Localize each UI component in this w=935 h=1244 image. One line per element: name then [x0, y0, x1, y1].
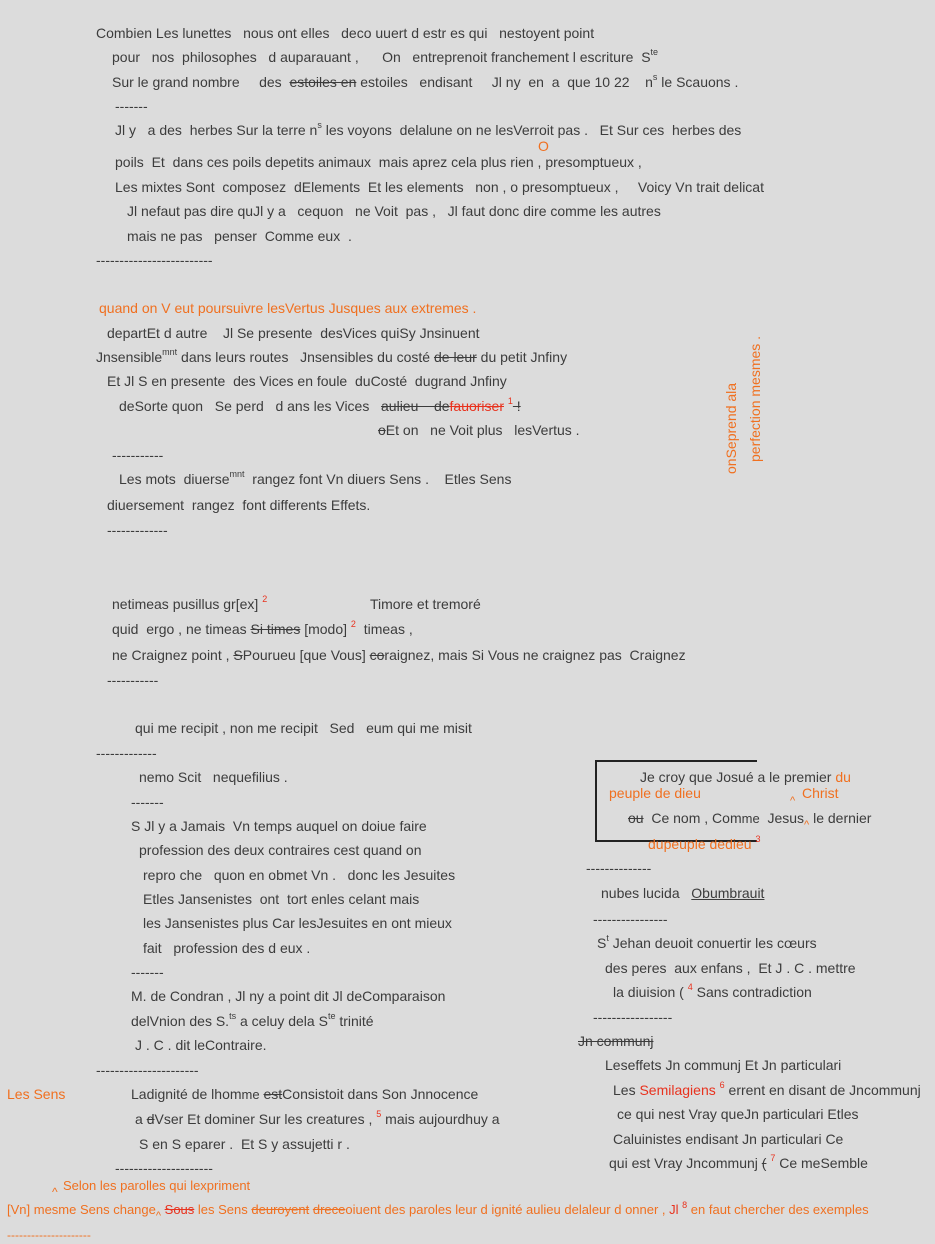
text-line — [378, 421, 580, 439]
separator: ------------- — [96, 745, 157, 761]
text-span: deSorte quon Se perd d ans les Vices — [119, 398, 382, 414]
struck-text: deuroyent — [251, 1202, 310, 1217]
text-line — [119, 470, 511, 488]
footnote-number: 6 — [719, 1080, 725, 1091]
text-span: delVnion des S. — [131, 1013, 230, 1029]
text-line — [96, 348, 567, 366]
text-line: profession des deux contraires cest quand on — [139, 842, 422, 858]
text-span: Sans contradiction — [692, 984, 812, 1000]
text-line: fait profession des d eux . — [143, 940, 311, 956]
text-span: Vser Et dominer Sur les creatures , — [154, 1111, 377, 1127]
text-span: errent en disant de Jncommunj — [724, 1082, 921, 1098]
text-line: Combien Les lunettes nous ont elles deco uuert d estr es qui nestoyent point — [96, 25, 595, 41]
text-span: S — [597, 935, 607, 951]
separator: ------- — [131, 964, 164, 980]
superscript: s — [652, 72, 658, 83]
text-span: netimeas pusillus gr[ex] — [112, 596, 263, 612]
text-span: la diuision ( — [613, 984, 688, 1000]
struck-text: aulieu de — [381, 398, 450, 414]
text-line: Leseffets Jn communj Et Jn particulari — [605, 1057, 842, 1073]
text-line — [112, 595, 267, 613]
footnote-number: 3 — [755, 834, 761, 845]
separator: ----------- — [107, 672, 159, 688]
struck-text: S — [233, 647, 243, 663]
text-line — [112, 620, 413, 638]
text-line: repro che quon en obmet Vn . donc les Jesuites — [143, 867, 456, 883]
separator: ---------------- — [593, 911, 668, 927]
text-span: Pourueu [que Vous] — [242, 647, 370, 663]
text-line — [609, 1154, 868, 1172]
text-span: pour nos philosophes d auparauant , On entreprenoit franchement l escriture S — [112, 49, 651, 65]
struck-text: co — [369, 647, 385, 663]
footnote-number: 4 — [687, 982, 693, 993]
text-line: Les mixtes Sont composez dElements Et les elements non , o presomptueux , Voicy Vn trait delicat — [115, 179, 764, 195]
struck-text: rece — [320, 1202, 346, 1217]
text-span: mais aujourdhuy a — [381, 1111, 500, 1127]
text-span: quid ergo , ne timeas — [112, 621, 251, 637]
text-span: Je croy que Josué a le premier — [640, 769, 836, 785]
text-line: M. de Condran , Jl ny a point dit Jl deComparaison — [131, 988, 446, 1004]
superscript: te — [327, 1011, 336, 1022]
text-line: poils Et dans ces poils depetits animaux mais aprez cela plus rien , presomptueux , — [115, 154, 642, 170]
text-span: a celuy dela S — [236, 1013, 328, 1029]
text-span: trinité — [335, 1013, 374, 1029]
struck-text: d — [146, 1111, 155, 1127]
text-span: du petit Jnfiny — [476, 349, 568, 365]
text-span: en faut chercher des exemples — [687, 1202, 869, 1217]
underlined-text: Obumbrauit — [691, 885, 765, 901]
text-line — [131, 1012, 374, 1030]
text-span: Jl — [669, 1202, 679, 1217]
insertion-mark: O — [538, 138, 549, 154]
text-span: dans leurs routes Jnsensibles du costé — [177, 349, 434, 365]
struck-text: o — [378, 422, 386, 438]
superscript: te — [650, 47, 659, 58]
text-line — [115, 121, 741, 139]
text-line — [597, 934, 817, 952]
text-line: S Jl y a Jamais Vn temps auquel on doiue faire — [131, 818, 427, 834]
separator: ------------- — [107, 522, 168, 538]
text-span: Ce meSemble — [775, 1155, 868, 1171]
caret-mark: ^ — [790, 795, 796, 807]
struck-text: ( — [761, 1155, 767, 1171]
text-span: a — [135, 1111, 147, 1127]
text-span: dupeuple dedieu — [648, 836, 752, 852]
struck-text: ou — [628, 810, 644, 826]
insertion-text: peuple de dieu — [609, 785, 701, 801]
separator: ------- — [115, 98, 148, 114]
separator: ---------------------- — [96, 1062, 199, 1078]
text-span: Consistoit dans Son Jnnocence — [282, 1086, 479, 1102]
text-line — [628, 809, 871, 829]
footnote-number: 1 — [507, 396, 513, 407]
text-span: Ce nom , Com — [643, 810, 742, 826]
struck-text: est — [263, 1086, 283, 1102]
struck-text: Si times — [250, 621, 301, 637]
text-span: nubes lucida — [601, 885, 692, 901]
text-line — [135, 1110, 500, 1128]
text-span: Jnsensible — [96, 349, 163, 365]
text-line: quand on V eut poursuivre lesVertus Jusques aux extremes . — [99, 300, 477, 316]
text-span: Ladignité de lhom — [131, 1086, 242, 1102]
text-line — [112, 48, 658, 66]
separator: --------------------- — [7, 1228, 91, 1242]
text-span: Et on ne Voit plus lesVertus . — [385, 422, 580, 438]
footnote-number: 8 — [682, 1199, 688, 1210]
footnote-number: 5 — [376, 1109, 382, 1120]
caret-mark: ^ — [52, 1185, 58, 1199]
superscript: t — [606, 933, 609, 944]
text-span: Sur le grand nombre des — [112, 74, 290, 90]
superscript: mnt — [229, 469, 245, 480]
text-span: le Scauons . — [657, 74, 739, 90]
text-line: ce qui nest Vray queJn particulari Etles — [617, 1106, 859, 1122]
text-line — [613, 983, 812, 1001]
footnote-number: 2 — [350, 619, 356, 630]
struck-text: Jn communj — [578, 1033, 654, 1049]
text-line — [112, 73, 738, 91]
text-line — [112, 646, 686, 664]
text-line: les Jansenistes plus Car lesJesuites en ont mieux — [143, 915, 452, 931]
struck-text: estoiles en — [289, 74, 357, 90]
text-line: Jl nefaut pas dire quJl y a cequon ne Voit pas , Jl faut donc dire comme les autres — [127, 203, 661, 219]
text-span: Les mots diuerse — [119, 471, 230, 487]
text-line: S en S eparer . Et S y assujetti r . — [139, 1136, 350, 1152]
superscript: ts — [229, 1011, 237, 1022]
text-line: Caluinistes endisant Jn particulari Ce — [613, 1131, 844, 1147]
struck-text: ! — [512, 398, 521, 414]
separator: ------- — [131, 794, 164, 810]
struck-text: fauoriser — [449, 398, 504, 414]
superscript: s — [317, 120, 322, 131]
caret-mark: ^ — [155, 1210, 162, 1222]
text-span: les Sens — [194, 1202, 252, 1217]
text-line: diuersement rangez font differents Effets. — [107, 497, 371, 513]
margin-note-vertical: onSeprend ala — [723, 382, 739, 474]
text-span: Les — [613, 1082, 640, 1098]
text-span: timeas , — [355, 621, 413, 637]
struck-text: de leur — [433, 349, 477, 365]
footnote-number: 7 — [770, 1153, 776, 1164]
text-span: Jl y a des herbes Sur la terre n — [115, 122, 318, 138]
insertion-text: du — [835, 769, 851, 785]
insertion-text: Selon les parolles qui lexpriment — [63, 1178, 251, 1193]
separator: -------------- — [586, 860, 652, 876]
text-line — [7, 1201, 869, 1220]
superscript: mnt — [162, 347, 178, 358]
struck-text: Sous — [164, 1202, 195, 1217]
separator: --------------------- — [115, 1160, 213, 1176]
text-line: Timore et tremoré — [370, 596, 481, 612]
text-span: qui est Vray Jncommunj — [609, 1155, 762, 1171]
text-span: [modo] — [300, 621, 351, 637]
text-line: departEt d autre Jl Se presente desVices quiSy Jnsinuent — [107, 325, 480, 341]
text-span: Jehan deuoit conuertir les cœurs — [608, 935, 817, 951]
text-line: J . C . dit leContraire. — [135, 1037, 267, 1053]
text-line: mais ne pas penser Comme eux . — [127, 228, 352, 244]
margin-note: Les Sens — [7, 1086, 66, 1102]
text-span: me — [741, 811, 760, 826]
text-span: les voyons delalune on ne lesVerroit pas . Et Sur ces herbes des — [321, 122, 742, 138]
text-line: Et Jl S en presente des Vices en foule duCosté dugrand Jnfiny — [107, 373, 507, 389]
text-span: [Vn] mesme Sens change — [7, 1202, 156, 1217]
separator: ----------------- — [593, 1009, 673, 1025]
text-span: oiuent des paroles leur d ignité aulieu delaleur d onner , — [345, 1202, 670, 1217]
separator: ----------- — [112, 447, 164, 463]
text-line — [601, 884, 764, 902]
text-line: nemo Scit nequefilius . — [139, 769, 288, 785]
text-span: Jesus — [759, 810, 805, 826]
text-span: me — [241, 1087, 260, 1102]
struck-text: d — [312, 1202, 321, 1217]
footnote-number: 2 — [262, 594, 268, 605]
separator: ------------------------- — [96, 252, 213, 268]
text-line — [131, 1085, 478, 1104]
insertion-text — [648, 835, 760, 853]
text-line: Etles Jansenistes ont tort enles celant mais — [143, 891, 420, 907]
caret-mark: ^ — [804, 819, 810, 831]
text-span: rangez font Vn diuers Sens . Etles Sens — [244, 471, 512, 487]
text-span: raignez, mais Si Vous ne craignez pas Craignez — [384, 647, 686, 663]
text-span: ne Craignez point , — [112, 647, 234, 663]
highlighted-text: Semilagiens — [639, 1082, 716, 1098]
text-line: des peres aux enfans , Et J . C . mettre — [605, 960, 856, 976]
margin-note-vertical: perfection mesmes . — [747, 335, 763, 462]
insertion-text: Christ — [802, 785, 839, 801]
text-span: le dernier — [809, 810, 872, 826]
text-line — [119, 397, 521, 415]
text-line — [613, 1081, 921, 1099]
text-span: estoiles endisant Jl ny en a que 10 22 n — [356, 74, 653, 90]
text-line: qui me recipit , non me recipit Sed eum qui me misit — [135, 720, 472, 736]
